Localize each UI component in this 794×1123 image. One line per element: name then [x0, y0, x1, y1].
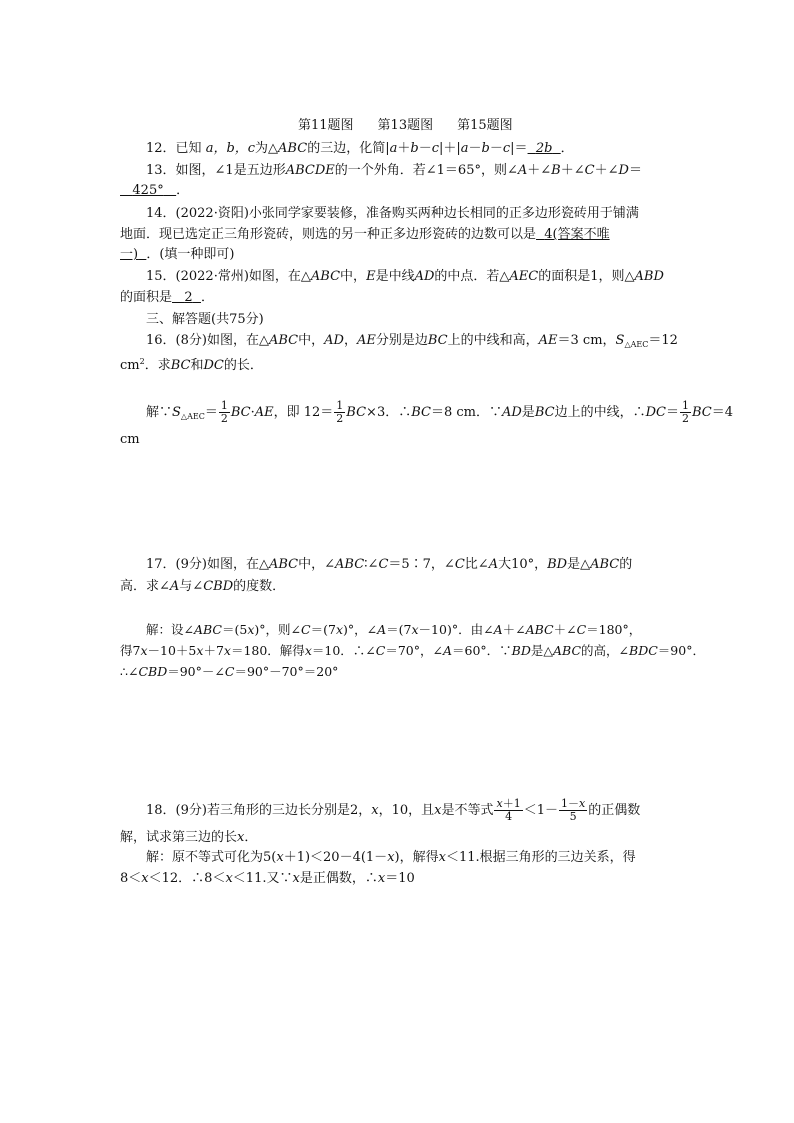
text: 解：原不等式可化为5(: [146, 850, 277, 865]
text: ＜1－: [523, 803, 558, 818]
text: 16．(8分)如图，在△: [146, 333, 269, 348]
question-14: [146, 205, 639, 223]
text: 2: [139, 357, 145, 366]
text: 15．(2022·常州)如图，在△: [146, 269, 311, 284]
text: 是正偶数，∴: [299, 871, 378, 886]
fraction-half: $\frac{1}{2}$: [220, 399, 228, 425]
text: x: [225, 871, 233, 886]
text: ABD: [634, 269, 664, 284]
question-15: [146, 268, 664, 286]
text: A: [488, 557, 499, 572]
question-17-line2: [120, 578, 285, 596]
question-14-line3: [120, 246, 235, 264]
section-heading: [146, 311, 264, 329]
answer-blank: 4(答案不唯: [544, 227, 610, 242]
text: 12．已知: [146, 141, 202, 156]
fraction-1-minus-x-over-5: $\frac{1-x}{5}$: [560, 797, 586, 823]
text: 地面．现已选定正三角形瓷砖，则选的另一种正多边形瓷砖的边数可以是: [120, 227, 537, 242]
q16-solution-line2: [120, 431, 140, 449]
text: 大10°，: [498, 557, 548, 572]
text: 得7: [120, 643, 141, 658]
question-16: [146, 332, 678, 354]
text: ＜12．∴8＜: [148, 871, 226, 886]
text: ＋∠: [502, 622, 526, 637]
question-15-line2: [120, 289, 214, 307]
fig-label-15: 第15题图: [457, 118, 513, 133]
text: AE: [538, 333, 558, 348]
text: ＋∠: [527, 163, 552, 178]
text: －: [489, 141, 503, 156]
text: 中，∠: [298, 557, 336, 572]
fraction-half: $\frac{1}{2}$: [681, 399, 689, 425]
text: ＋∠: [594, 163, 619, 178]
text: ＋1)＜20－4(1－: [283, 850, 388, 865]
text: x: [434, 803, 442, 818]
text: 的中点．若△: [434, 269, 510, 284]
text: A: [377, 622, 387, 637]
text: ABC: [278, 141, 308, 156]
text: BD: [547, 557, 568, 572]
question-14-line2: [120, 226, 610, 244]
text: ＝: [628, 163, 642, 178]
text: D: [618, 163, 629, 178]
text: C: [584, 163, 595, 178]
text: ABC: [553, 643, 582, 658]
text: AD: [324, 333, 344, 348]
text: ，10，且: [378, 803, 435, 818]
text: a: [389, 141, 398, 156]
text: b: [481, 141, 490, 156]
text: AD: [414, 269, 435, 284]
text: ABC: [590, 557, 620, 572]
text: ＝10．∴∠: [311, 643, 376, 658]
text: S: [615, 333, 625, 348]
question-16-line2: [120, 353, 263, 375]
answer-blank: 2b: [535, 141, 553, 156]
text: 是△: [567, 557, 591, 572]
text: cm: [120, 358, 140, 373]
q16-solution: [146, 400, 733, 430]
text: A: [169, 579, 180, 594]
text: BC: [346, 405, 367, 420]
text: BC: [411, 405, 431, 420]
text: A: [517, 163, 528, 178]
text: 是: [521, 405, 535, 420]
text: a，b，c: [205, 141, 256, 156]
q18-solution-line1: [146, 849, 636, 867]
text: ．(填一种即可): [146, 247, 235, 262]
text: x: [141, 871, 149, 886]
text: ＝70°，∠: [385, 643, 443, 658]
text: x: [292, 871, 300, 886]
fig-label-11: 第11题图: [298, 118, 354, 133]
fraction-half: $\frac{1}{2}$: [336, 399, 344, 425]
text: 和: [190, 358, 204, 373]
text: ＝3 cm，: [557, 333, 616, 348]
question-18-line2: [120, 829, 257, 847]
q17-solution-line2: [120, 642, 705, 660]
fraction-x-plus-1-over-4: $\frac{x+1}{4}$: [496, 797, 521, 823]
text: 的三边，化简|: [307, 141, 390, 156]
text: 是中线: [375, 269, 415, 284]
text: ＝4: [711, 405, 733, 420]
text: BC: [427, 333, 448, 348]
question-17: [146, 556, 632, 574]
text: )°，则∠: [254, 622, 302, 637]
text: CBD: [138, 664, 168, 679]
text: x: [276, 850, 284, 865]
text: x: [371, 803, 379, 818]
text: C: [454, 557, 465, 572]
text: ∴∠: [120, 664, 139, 679]
text: 上的中线和高，: [447, 333, 539, 348]
text: DC: [203, 358, 224, 373]
answer-blank: 2: [184, 290, 193, 305]
answer-blank: 425°: [132, 183, 164, 198]
text: 的正偶数: [588, 803, 641, 818]
text: 是不等式: [441, 803, 494, 818]
text: ABC: [335, 557, 365, 572]
text: ∶∠: [364, 557, 379, 572]
text: x: [237, 830, 245, 845]
text: 中，: [298, 333, 325, 348]
text: △AEC: [180, 412, 205, 421]
text: 8＜: [120, 871, 142, 886]
text: 14．(2022·资阳)小张同学家要装修，准备购买两种边长相同的正多边形瓷砖用于铺满: [146, 206, 639, 221]
text: 解，试求第三边的长: [120, 830, 238, 845]
text: 18．(9分)若三角形的三边长分别是2，: [146, 803, 372, 818]
text: x: [196, 643, 204, 658]
text: BD: [511, 643, 531, 658]
text: ＝(7: [310, 622, 336, 637]
text: x: [411, 622, 419, 637]
text: ABCDE: [285, 163, 335, 178]
text: ·: [250, 405, 255, 420]
text: 的高，∠: [581, 643, 630, 658]
text: x: [387, 850, 395, 865]
text: cm: [120, 432, 140, 447]
text: ABC: [310, 269, 341, 284]
text: C: [375, 643, 386, 658]
question-18: [146, 796, 640, 826]
text: 的面积是1，则△: [538, 269, 635, 284]
text: ＝90°－∠: [167, 664, 225, 679]
text: x: [247, 622, 255, 637]
text: ＝10: [385, 871, 415, 886]
text: E: [366, 269, 376, 284]
text: BC: [691, 405, 712, 420]
text: S: [172, 405, 181, 420]
text: C: [378, 557, 389, 572]
q17-solution-line1: [146, 621, 641, 639]
text: x: [223, 643, 231, 658]
text: a: [460, 141, 469, 156]
text: ＝180．解得: [230, 643, 305, 658]
text: AEC: [509, 269, 539, 284]
text: |＋|: [438, 141, 461, 156]
text: 是△: [530, 643, 554, 658]
text: －: [418, 141, 432, 156]
text: 比∠: [464, 557, 489, 572]
text: AD: [501, 405, 522, 420]
text: ＋7: [203, 643, 224, 658]
text: －10＋5: [147, 643, 197, 658]
text: 解∵: [146, 405, 173, 420]
text: ＝60°．∵: [452, 643, 512, 658]
text: )°，∠: [343, 622, 378, 637]
text: AE: [254, 405, 274, 420]
text: ＝: [204, 405, 218, 420]
text: DC: [645, 405, 666, 420]
text: c: [502, 141, 511, 156]
text: ，: [343, 333, 357, 348]
text: 三、解答题(共75分): [146, 312, 264, 327]
question-13: [146, 162, 642, 180]
text: ＝180°，: [586, 622, 642, 637]
q17-solution-line3: [120, 663, 338, 681]
text: C: [301, 622, 311, 637]
text: C: [224, 664, 235, 679]
text: 的: [619, 557, 633, 572]
text: B: [551, 163, 561, 178]
text: ABC: [268, 557, 299, 572]
text: －10)°．由∠: [418, 622, 494, 637]
text: ABC: [525, 622, 554, 637]
text: ＝12: [648, 333, 678, 348]
fig-label-13: 第13题图: [377, 118, 434, 133]
text: 与∠: [179, 579, 204, 594]
text: x: [140, 643, 148, 658]
text: 的面积是: [120, 290, 173, 305]
text: ABC: [268, 333, 299, 348]
text: ＝(5: [222, 622, 248, 637]
question-13-line2: [120, 182, 189, 200]
text: 高．求∠: [120, 579, 170, 594]
question-12: [146, 140, 574, 158]
text: 边上的中线，∴: [554, 405, 646, 420]
text: ，即 12＝: [273, 405, 334, 420]
text: ＜11.又∵: [232, 871, 293, 886]
text: c: [431, 141, 439, 156]
text: 的度数．: [233, 579, 286, 594]
text: ABC: [193, 622, 222, 637]
text: BC: [534, 405, 555, 420]
text: 的一个外角．若∠1＝65°，则∠: [334, 163, 518, 178]
text: x: [335, 622, 343, 637]
text: C: [576, 622, 587, 637]
text: ＝90°－70°＝20°: [234, 664, 339, 679]
text: ．: [560, 141, 574, 156]
text: x: [438, 850, 446, 865]
text: ＝5∶7，∠: [388, 557, 455, 572]
answer-blank: 一): [120, 247, 139, 262]
text: ．求: [144, 358, 171, 373]
text: 分别是边: [375, 333, 428, 348]
text: BC: [230, 405, 251, 420]
text: ＝90°．: [657, 643, 705, 658]
text: ＋∠: [553, 622, 577, 637]
text: A: [493, 622, 503, 637]
text: x: [377, 871, 386, 886]
text: 13．如图，∠1是五边形: [146, 163, 286, 178]
text: 解：设∠: [146, 622, 194, 637]
text: ．: [200, 290, 214, 305]
text: ＋: [397, 141, 411, 156]
text: |＝: [510, 141, 528, 156]
text: ＝(7: [386, 622, 412, 637]
text: ＋∠: [560, 163, 585, 178]
q18-solution-line2: [120, 870, 415, 888]
text: △AEC: [624, 340, 649, 349]
text: ．: [176, 183, 190, 198]
figure-labels: [298, 117, 513, 135]
text: ＜11.根据三角形的三边关系，得: [445, 850, 636, 865]
text: －: [468, 141, 482, 156]
text: ．: [244, 830, 258, 845]
text: ＝8 cm．∵: [430, 405, 502, 420]
text: )，解得: [394, 850, 439, 865]
text: BDC: [629, 643, 658, 658]
text: BC: [170, 358, 191, 373]
text: 的长．: [223, 358, 263, 373]
text: b: [410, 141, 419, 156]
text: CBD: [203, 579, 234, 594]
text: 中，: [340, 269, 367, 284]
text: 为△: [255, 141, 279, 156]
text: ×3．∴: [366, 405, 412, 420]
text: AE: [356, 333, 376, 348]
text: 17．(9分)如图，在△: [146, 557, 269, 572]
text: A: [442, 643, 453, 658]
text: x: [304, 643, 312, 658]
text: ＝: [665, 405, 679, 420]
